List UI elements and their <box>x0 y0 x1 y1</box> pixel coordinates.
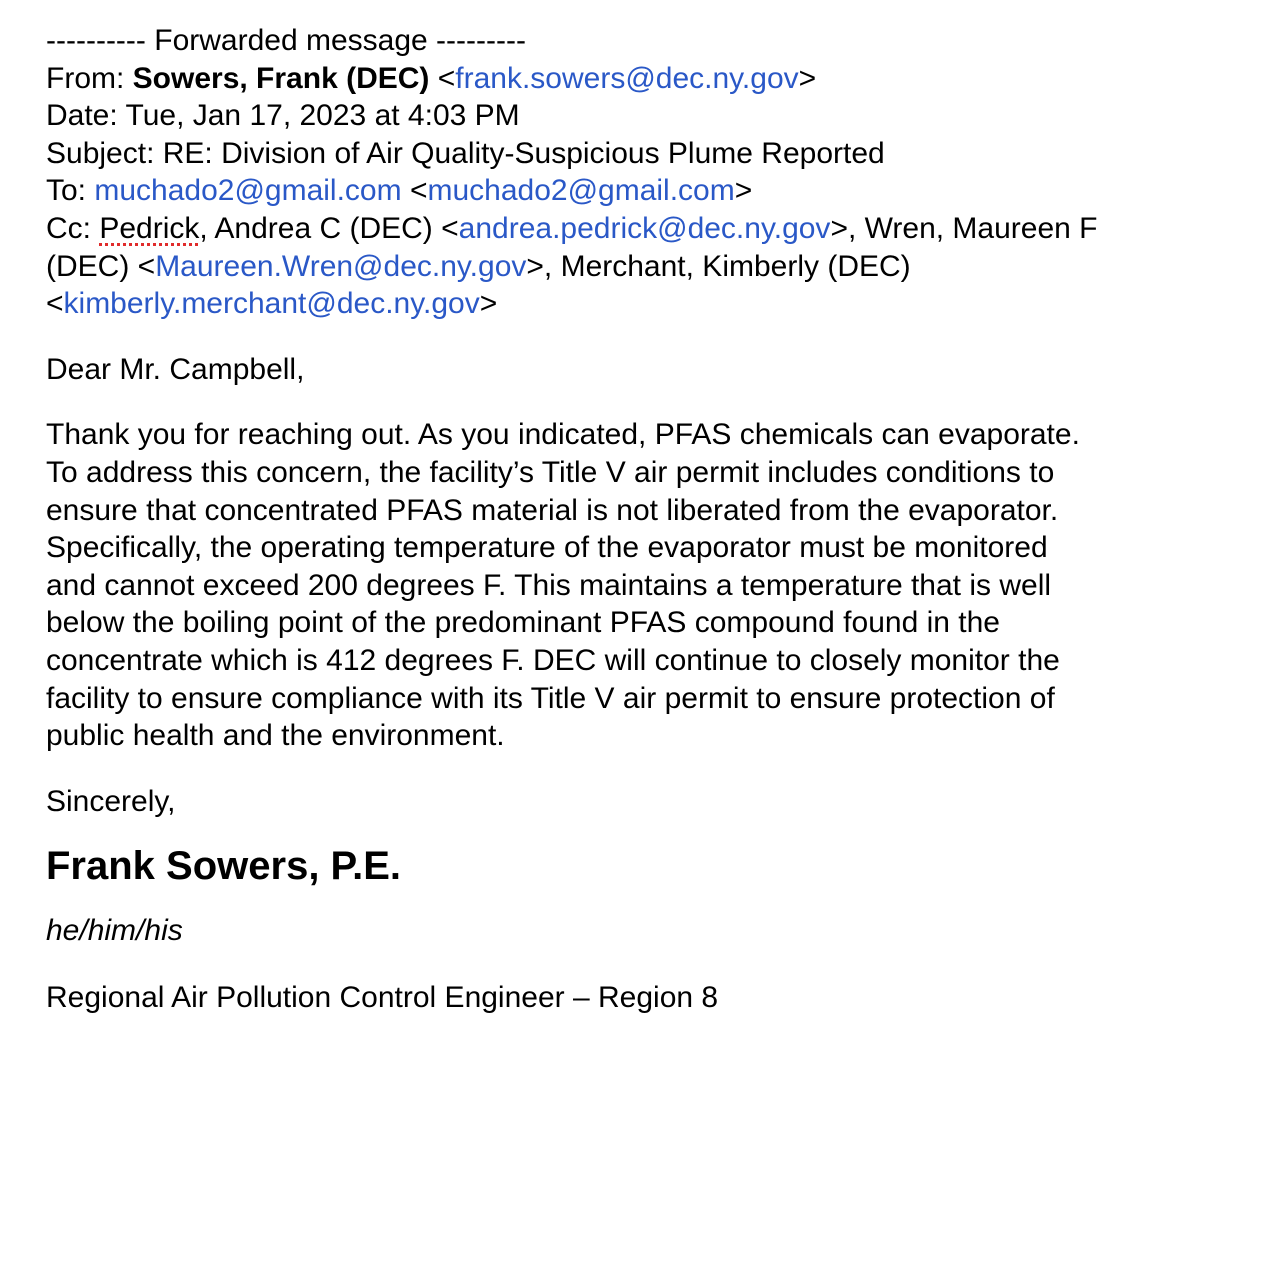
cc-email-pedrick-link[interactable]: andrea.pedrick@dec.ny.gov <box>458 211 831 245</box>
signature-title: Regional Air Pollution Control Engineer – Region 8 <box>46 980 719 1014</box>
closing: Sincerely, <box>46 784 176 818</box>
cc-line-3: <kimberly.merchant@dec.ny.gov> <box>46 287 498 321</box>
cc-line-1 <box>46 210 1246 248</box>
cc-label: Cc: <box>46 211 100 245</box>
signature-pronouns: he/him/his <box>46 914 183 948</box>
paragraph-line: facility to ensure compliance with its Title V air permit to ensure protection of <box>46 681 1055 715</box>
paragraph-line: and cannot exceed 200 degrees F. This maintains a temperature that is well <box>46 568 1052 602</box>
paragraph-line: Specifically, the operating temperature of the evaporator must be monitored <box>46 531 1048 565</box>
cc-name-pedrick: Pedrick <box>99 211 200 245</box>
cc-name-pedrick-rest: , Andrea C (DEC) < <box>199 211 459 245</box>
email-document <box>46 22 1246 1016</box>
cc-separator-2: >, Merchant, Kimberly (DEC) <box>526 249 911 283</box>
paragraph-line: below the boiling point of the predominant PFAS compound found in the <box>46 606 1000 640</box>
to-name-link[interactable]: muchado2@gmail.com <box>94 174 402 208</box>
to-label: To: <box>46 174 95 208</box>
paragraph-line: ensure that concentrated PFAS material is not liberated from the evaporator. <box>46 493 1059 527</box>
cc-name-wren-cont: (DEC) < <box>46 249 156 283</box>
signature-name: Frank Sowers, P.E. <box>46 844 401 889</box>
paragraph-line: public health and the environment. <box>46 719 505 753</box>
cc-line-2 <box>46 248 1246 286</box>
cc-separator-1: >, Wren, Maureen F <box>830 211 1098 245</box>
from-label: From: <box>46 61 133 95</box>
cc-email-merchant-link[interactable]: kimberly.merchant@dec.ny.gov <box>63 287 480 321</box>
cc-email-wren-link[interactable]: Maureen.Wren@dec.ny.gov <box>155 249 527 283</box>
forwarded-header: ---------- Forwarded message --------- <box>46 24 526 57</box>
greeting: Dear Mr. Campbell, <box>46 352 305 386</box>
to-email-link[interactable]: muchado2@gmail.com <box>427 174 735 208</box>
from-name: Sowers, Frank (DEC) <box>132 61 430 95</box>
paragraph-line: concentrate which is 412 degrees F. DEC will continue to closely monitor the <box>46 643 1060 677</box>
paragraph-line: To address this concern, the facility’s Title V air permit includes conditions to <box>46 455 1055 489</box>
date-line: Date: Tue, Jan 17, 2023 at 4:03 PM <box>46 99 520 133</box>
paragraph-line: Thank you for reaching out. As you indicated, PFAS chemicals can evaporate. <box>46 418 1080 452</box>
body-paragraph <box>46 416 1226 754</box>
subject-line: Subject: RE: Division of Air Quality-Suspicious Plume Reported <box>46 136 885 170</box>
from-email-link[interactable]: frank.sowers@dec.ny.gov <box>455 61 799 95</box>
to-line: To: muchado2@gmail.com <muchado2@gmail.com> <box>46 174 753 208</box>
from-line: From: Sowers, Frank (DEC) <frank.sowers@dec.ny.gov> <box>46 61 817 95</box>
